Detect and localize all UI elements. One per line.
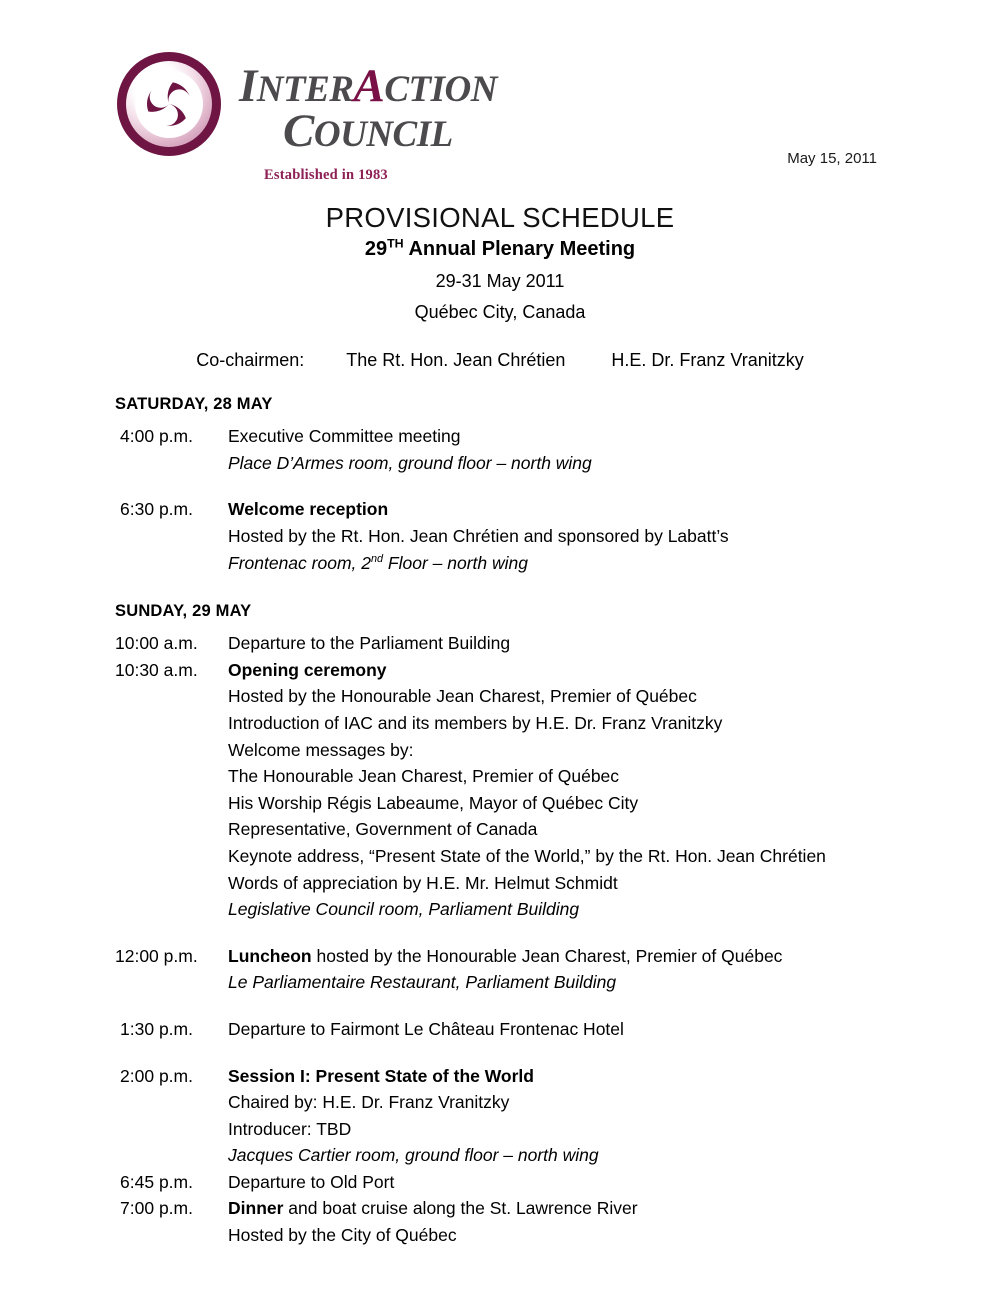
day-heading-saturday: SATURDAY, 28 MAY — [115, 395, 273, 414]
entry-detail: Keynote address, “Present State of the World,” by the Rt. Hon. Jean Chrétien — [228, 845, 826, 866]
schedule-entry — [115, 1195, 940, 1248]
entry-list-sunday — [115, 630, 940, 1248]
entry-time: 10:00 a.m. — [115, 633, 198, 654]
entry-detail: Departure to the Parliament Building — [228, 633, 511, 654]
cochairmen-label: Co-chairmen: — [196, 350, 305, 371]
organization-wordmark — [239, 52, 497, 158]
entry-detail: Words of appreciation by H.E. Mr. Helmut Schmidt — [228, 872, 618, 893]
entry-time: 7:00 p.m. — [120, 1198, 193, 1219]
wordmark-i: I — [239, 60, 257, 112]
page-title: PROVISIONAL SCHEDULE — [325, 202, 675, 233]
entry-time: 10:30 a.m. — [115, 659, 198, 680]
document-header — [0, 0, 1000, 190]
entry-time: 6:30 p.m. — [120, 499, 193, 520]
established-tagline: Established in 1983 — [264, 167, 388, 183]
entry-detail: Departure to Old Port — [228, 1171, 395, 1192]
wordmark-line-interaction — [239, 60, 497, 112]
entry-detail: The Honourable Jean Charest, Premier of Québec — [228, 766, 620, 787]
meeting-subtitle-rest: Annual Plenary Meeting — [403, 238, 636, 261]
entry-detail: Chaired by: H.E. Dr. Franz Vranitzky — [228, 1092, 510, 1113]
entry-detail: Hosted by the Rt. Hon. Jean Chrétien and sponsored by Labatt’s — [228, 526, 729, 546]
day-block-sunday — [115, 602, 940, 1248]
wordmark-ouncil: OUNCIL — [313, 114, 453, 156]
entry-title: Opening ceremony — [228, 659, 387, 680]
entry-venue: Jacques Cartier room, ground floor – north wing — [228, 1145, 599, 1166]
organization-logo — [117, 52, 497, 156]
entry-content — [228, 630, 940, 657]
triskelion-icon — [135, 70, 203, 138]
entry-content — [228, 1195, 940, 1248]
entry-content — [228, 657, 940, 923]
schedule-entry — [115, 1169, 940, 1196]
entry-title: Dinner and boat cruise along the St. Lawrence River — [228, 1198, 638, 1219]
wordmark-nter: NTER — [256, 69, 354, 110]
schedule-entry — [115, 630, 940, 657]
entry-title-lead: Luncheon — [228, 945, 312, 966]
entry-time: 2:00 p.m. — [120, 1065, 193, 1086]
title-block — [0, 202, 1000, 324]
document-date: May 15, 2011 — [787, 150, 877, 167]
entry-detail: Representative, Government of Canada — [228, 819, 538, 840]
schedule-body — [0, 395, 1000, 1248]
entry-detail: Hosted by the City of Québec — [228, 1225, 457, 1246]
entry-detail: Introducer: TBD — [228, 1118, 352, 1139]
entry-detail: His Worship Régis Labeaume, Mayor of Québec City — [228, 792, 639, 813]
entry-time: 1:30 p.m. — [120, 1018, 193, 1039]
wordmark-line-council — [239, 105, 497, 158]
day-block-saturday — [115, 395, 940, 576]
meeting-location: Québec City, Canada — [414, 301, 586, 322]
entry-title: Welcome reception — [228, 499, 389, 520]
entry-title: Session I: Present State of the World — [228, 1065, 534, 1086]
schedule-entry — [115, 1063, 940, 1169]
entry-venue: Le Parliamentaire Restaurant, Parliament Building — [228, 972, 617, 993]
schedule-entry — [115, 943, 940, 996]
schedule-entry — [115, 1016, 940, 1043]
schedule-entry — [115, 423, 940, 476]
wordmark-ction: CTION — [384, 69, 497, 110]
cochairman-name-2: H.E. Dr. Franz Vranitzky — [611, 350, 804, 371]
entry-venue: Frontenac room, 2nd Floor – north wing — [228, 552, 528, 573]
entry-list-saturday — [115, 423, 940, 576]
entry-venue: Place D’Armes room, ground floor – north wing — [228, 452, 592, 473]
interaction-council-triskelion-logo-icon — [117, 52, 221, 156]
entry-content — [228, 1169, 940, 1196]
entry-content — [228, 496, 940, 576]
day-heading-sunday: SUNDAY, 29 MAY — [115, 602, 252, 621]
meeting-dates: 29-31 May 2011 — [435, 271, 565, 292]
ordinal-suffix: nd — [370, 552, 384, 565]
entry-content — [228, 943, 940, 996]
entry-time: 6:45 p.m. — [120, 1171, 193, 1192]
cochairman-name-1: The Rt. Hon. Jean Chrétien — [346, 350, 566, 371]
entry-detail: Welcome messages by: — [228, 739, 414, 760]
cochairmen-row — [0, 350, 1000, 371]
schedule-entry — [115, 496, 940, 576]
entry-detail: Executive Committee meeting — [228, 426, 461, 447]
entry-detail: Departure to Fairmont Le Château Frontenac Hotel — [228, 1018, 624, 1039]
entry-venue: Legislative Council room, Parliament Building — [228, 899, 580, 920]
wordmark-c: C — [283, 105, 314, 158]
wordmark-a-accent: A — [353, 60, 385, 112]
meeting-ordinal-suffix: TH — [387, 236, 404, 251]
meeting-number: 29 — [364, 238, 388, 261]
entry-time: 12:00 p.m. — [115, 945, 198, 966]
entry-detail: Hosted by the Honourable Jean Charest, Premier of Québec — [228, 686, 697, 707]
entry-detail: Introduction of IAC and its members by H.E. Dr. Franz Vranitzky — [228, 712, 723, 733]
schedule-entry — [115, 657, 940, 923]
entry-title-lead: Dinner — [228, 1198, 284, 1219]
entry-content — [228, 1063, 940, 1169]
entry-content — [228, 1016, 940, 1043]
meeting-subtitle — [0, 237, 1000, 261]
entry-content — [228, 423, 940, 476]
entry-time: 4:00 p.m. — [120, 426, 193, 447]
entry-title: Luncheon hosted by the Honourable Jean Charest, Premier of Québec — [228, 945, 783, 966]
